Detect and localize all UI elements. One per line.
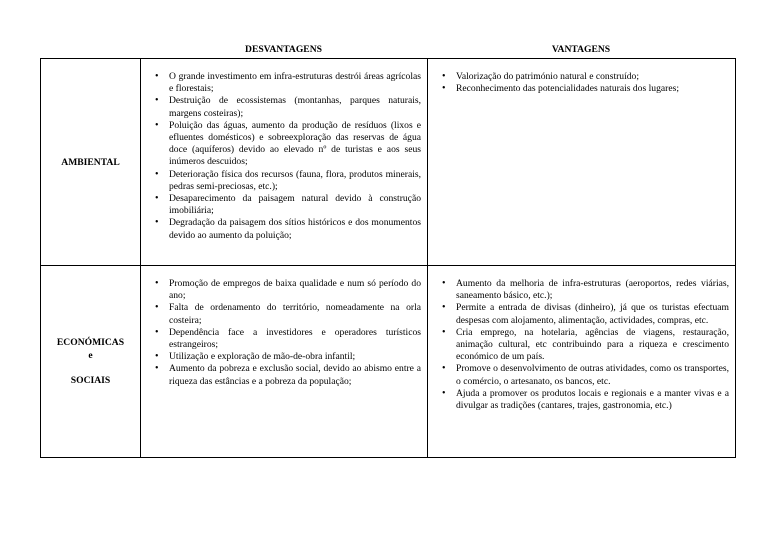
list-item: • Permite a entrada de divisas (dinheiro), já que os turistas efectuam despesas com alojamento, alimentação, actividades, compras, etc. [456, 302, 729, 326]
list-item: • Falta de ordenamento do território, nomeadamente na orla costeira; [169, 302, 421, 326]
disadvantages-cell [141, 59, 428, 266]
row-label-ambiental [41, 59, 141, 266]
row-label-line: AMBIENTAL [61, 156, 120, 168]
row-label-line: SOCIAIS [70, 375, 111, 386]
list-item: • Promoção de empregos de baixa qualidade e num só período do ano; [169, 278, 421, 302]
header-disadvantages: DESVANTAGENS [245, 44, 322, 55]
advantages-cell [428, 59, 736, 266]
list-item: • Aumento da melhoria de infra-estruturas (aeroportos, redes viárias, saneamento básico, etc.); [456, 278, 729, 302]
list-item: • Cria emprego, na hotelaria, agências de viagens, restauração, animação cultural, etc contribuindo para a riqueza e crescimento económico de um país. [456, 327, 729, 364]
list-item: • Promove o desenvolvimento de outras atividades, como os transportes, o comércio, o artesanato, os bancos, etc. [456, 363, 729, 387]
disadvantages-list [141, 59, 427, 246]
list-item: • Destruição de ecossistemas (montanhas, parques naturais, margens costeiras); [169, 95, 421, 119]
list-item: • O grande investimento em infra-estruturas destrói áreas agrícolas e florestais; [169, 71, 421, 95]
advantages-cell [428, 266, 736, 458]
list-item: • Degradação da paisagem dos sítios históricos e dos monumentos devido ao aumento da poluição; [169, 217, 421, 241]
row-label-line: ECONÓMICAS [56, 337, 125, 348]
list-item: • Poluição das águas, aumento da produção de resíduos (lixos e efluentes domésticos) e sobreexploração das reservas de água doce (aquíferos) devido ao elevado nº de turistas e aos seus inúmeros descuidos; [169, 120, 421, 169]
row-label-economicas-sociais [41, 266, 141, 458]
list-item: • Valorização do património natural e construído; [456, 71, 729, 83]
list-item: • Ajuda a promover os produtos locais e regionais e a manter vivas e a divulgar as tradições (cantares, trajes, gastronomia, etc.) [456, 388, 729, 412]
comparison-table [40, 58, 736, 458]
list-item: • Aumento da pobreza e exclusão social, devido ao abismo entre a riqueza das estâncias e a pobreza da população; [169, 363, 421, 387]
advantages-list [428, 266, 735, 416]
list-item: • Desaparecimento da paisagem natural devido à construção imobiliária; [169, 193, 421, 217]
list-item: • Utilização e exploração de mão-de-obra infantil; [169, 351, 421, 363]
list-item: • Reconhecimento das potencialidades naturais dos lugares; [456, 83, 729, 95]
row-label-line: e [88, 350, 93, 361]
list-item: • Deterioração física dos recursos (fauna, flora, produtos minerais, pedras semi-preciosas, etc.); [169, 169, 421, 193]
table-row [41, 266, 736, 458]
advantages-list [428, 59, 735, 99]
list-item: • Dependência face a investidores e operadores turísticos estrangeiros; [169, 327, 421, 351]
table-row [41, 59, 736, 266]
disadvantages-list [141, 266, 427, 392]
disadvantages-cell [141, 266, 428, 458]
header-advantages: VANTAGENS [551, 44, 611, 55]
